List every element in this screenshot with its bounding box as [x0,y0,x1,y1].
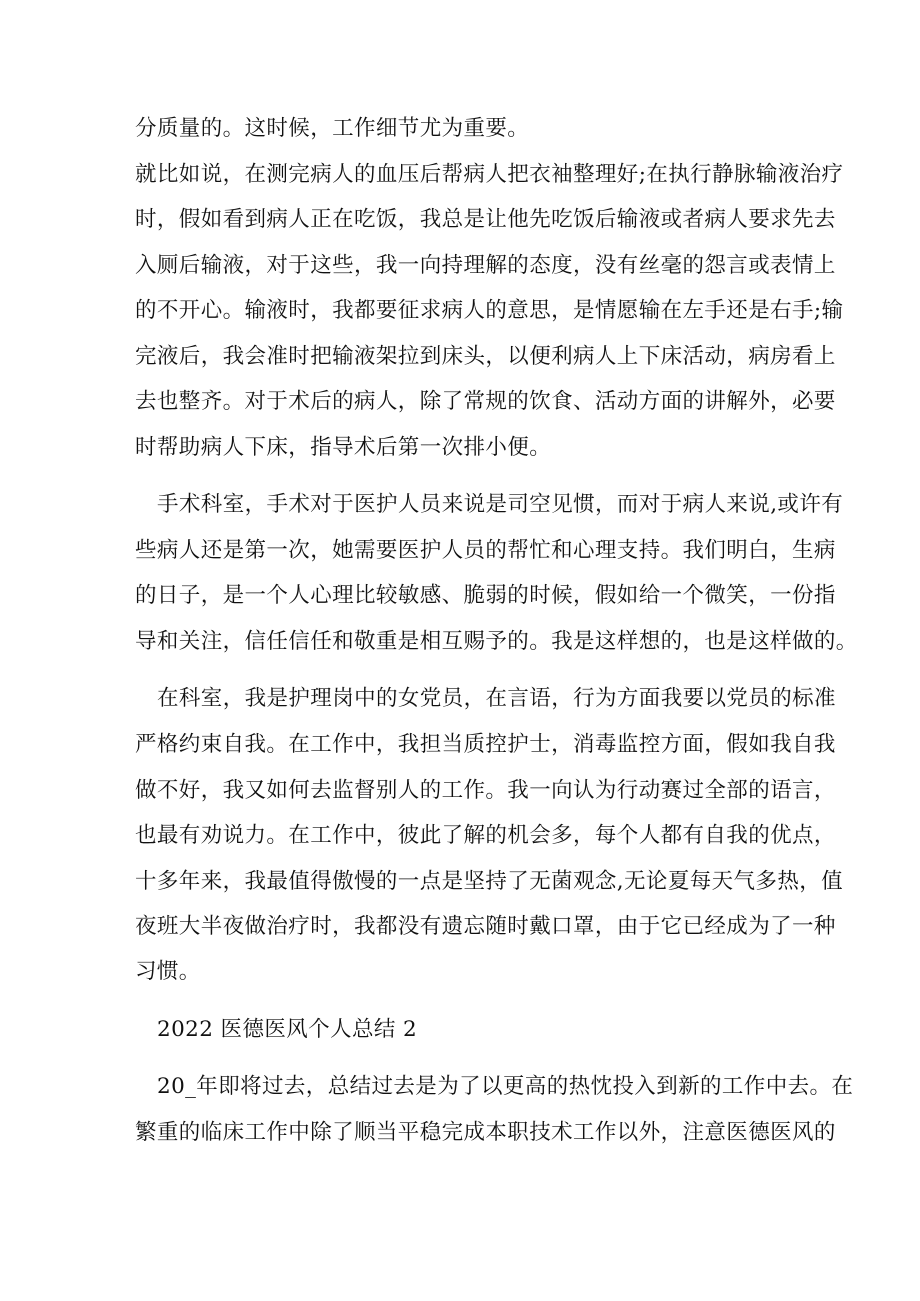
text-line: 的日子，是一个人心理比较敏感、脆弱的时候，假如给一个微笑，一份指 [135,583,836,608]
text-line: 时，假如看到病人正在吃饭，我总是让他先吃饭后输液或者病人要求先去 [135,207,836,232]
text-line: 分质量的。这时候，工作细节尤为重要。 [135,116,530,141]
text-line: 完液后，我会准时把输液架拉到床头，以便利病人上下床活动，病房看上 [135,344,836,369]
text-line: 就比如说，在测完病人的血压后帮病人把衣袖整理好;在执行静脉输液治疗 [135,162,844,187]
text-line: 习惯。 [135,959,201,984]
text-line: 十多年来，我最值得傲慢的一点是坚持了无菌观念,无论夏每天气多热，值 [135,869,844,894]
text-line: 做不好，我又如何去监督别人的工作。我一向认为行动赛过全部的语言， [135,778,836,803]
text-line: 严格约束自我。在工作中，我担当质控护士，消毒监控方面，假如我自我 [135,732,836,757]
text-line: 的不开心。输液时，我都要征求病人的意思，是情愿输在左手还是右手;输 [135,298,844,323]
text-line: 夜班大半夜做治疗时，我都没有遗忘随时戴口罩，由于它已经成为了一种 [135,914,836,939]
text-line: 繁重的临床工作中除了顺当平稳完成本职技术工作以外，注意医德医风的 [135,1120,836,1145]
section-heading: 2022 医德医风个人总结 2 [157,1017,418,1042]
paragraph-start-line: 20_年即将过去，总结过去是为了以更高的热忱投入到新的工作中去。在 [157,1074,854,1099]
text-line: 些病人还是第一次，她需要医护人员的帮忙和心理支持。我们明白，生病 [135,538,836,563]
paragraph-start-line: 在科室，我是护理岗中的女党员，在言语，行为方面我要以党员的标准 [157,686,836,711]
paragraph-start-line: 手术科室，手术对于医护人员来说是司空见惯，而对于病人来说,或许有 [157,492,844,517]
text-line: 入厕后输液，对于这些，我一向持理解的态度，没有丝毫的怨言或表情上 [135,253,836,278]
text-line: 去也整齐。对于术后的病人，除了常规的饮食、活动方面的讲解外，必要 [135,389,836,414]
text-line: 也最有劝说力。在工作中，彼此了解的机会多，每个人都有自我的优点， [135,823,836,848]
text-line: 时帮助病人下床，指导术后第一次排小便。 [135,435,552,460]
text-line: 导和关注，信任信任和敬重是相互赐予的。我是这样想的，也是这样做的。 [135,629,858,654]
